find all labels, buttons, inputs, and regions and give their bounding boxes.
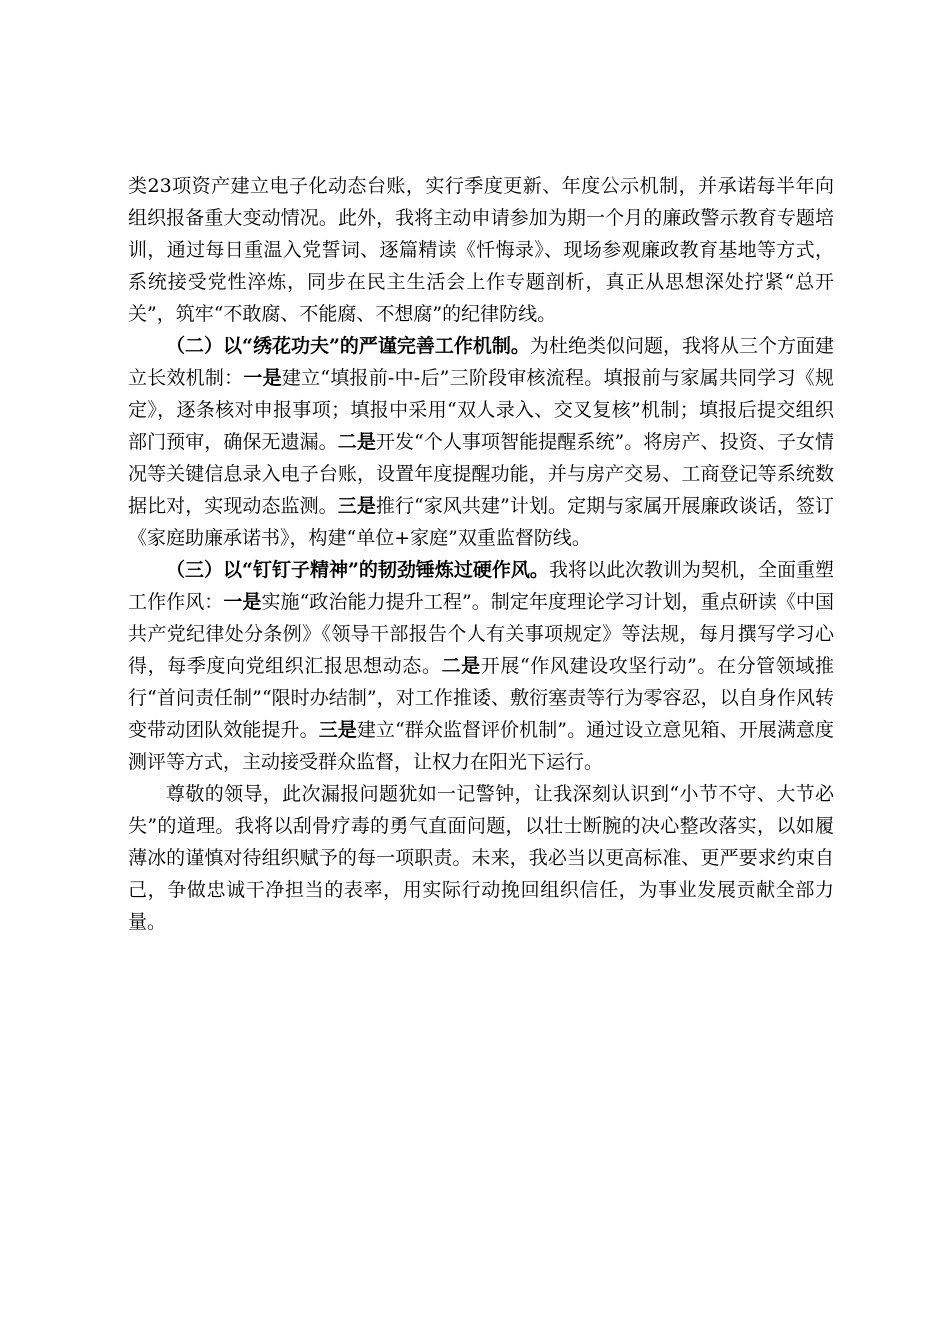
- paragraph-text: 建立“填报前-中-后”三阶段审核流程。填报前与家属共同学习《规定》，逐条核对申报事项；填报中采用“双人录入、交叉复核”机制；填报后提交组织部门预审，确保无遗漏。: [128, 367, 834, 453]
- list-marker-first: 一是: [243, 367, 282, 389]
- document-body: [128, 170, 834, 938]
- section-heading-2: （二）以“绣花功夫”的严谨完善工作机制。: [166, 335, 530, 357]
- paragraph-text: 开发“个人事项智能提醒系统”。将房产、投资、子女情况等关键信息录入电子台账，设置年度提醒功能，并与房产交易、工商登记等系统数据比对，实现动态监测。: [128, 431, 834, 517]
- paragraph-closing: [128, 778, 834, 938]
- paragraph-text: 我将以此次教训为契机，全面重塑工作作风：: [128, 559, 834, 613]
- section-heading-3: （三）以“钉钉子精神”的韧劲锤炼过硬作风。: [166, 559, 549, 581]
- paragraph-section-2: [128, 330, 834, 554]
- paragraph-text: 尊敬的领导，此次漏报问题犹如一记警钟，让我深刻认识到“小节不守、大节必失”的道理。我将以刮骨疗毒的勇气直面问题，以壮士断腕的决心整改落实，以如履薄冰的谨慎对待组织赋予的每一项职责。未来，我必当以更高标准、更严要求约束自己，争做忠诚干净担当的表率，用实际行动挽回组织信任，为事业发展贡献全部力量。: [128, 783, 834, 933]
- list-marker-third: 三是: [337, 495, 376, 517]
- paragraph-text: 为杜绝类似问题，我将从三个方面建立长效机制：: [128, 335, 834, 389]
- list-marker-first: 一是: [223, 591, 262, 613]
- paragraph-text: 建立“群众监督评价机制”。通过设立意见箱、开展满意度测评等方式，主动接受群众监督，让权力在阳光下运行。: [128, 719, 834, 773]
- paragraph-text: 开展“作风建设攻坚行动”。在分管领域推行“首问责任制”“限时办结制”，对工作推诿、敷衍塞责等行为零容忍，以自身作风转变带动团队效能提升。: [128, 655, 834, 741]
- paragraph-continuation: [128, 170, 834, 330]
- paragraph-text: 推行“家风共建”计划。定期与家属开展廉政谈话，签订《家庭助廉承诺书》，构建“单位+家庭”双重监督防线。: [128, 495, 834, 549]
- list-marker-second: 二是: [441, 655, 481, 677]
- list-marker-second: 二是: [337, 431, 376, 453]
- paragraph-section-3: [128, 554, 834, 778]
- paragraph-text: 实施“政治能力提升工程”。制定年度理论学习计划，重点研读《中国共产党纪律处分条例》《领导干部报告个人有关事项规定》等法规，每月撰写学习心得，每季度向党组织汇报思想动态。: [128, 591, 834, 677]
- list-marker-third: 三是: [318, 719, 357, 741]
- paragraph-text: 类23项资产建立电子化动态台账，实行季度更新、年度公示机制，并承诺每半年向组织报备重大变动情况。此外，我将主动申请参加为期一个月的廉政警示教育专题培训，通过每日重温入党誓词、逐篇精读《忏悔录》、现场参观廉政教育基地等方式，系统接受党性淬炼，同步在民主生活会上作专题剖析，真正从思想深处拧紧“总开关”，筑牢“不敢腐、不能腐、不想腐”的纪律防线。: [128, 175, 834, 325]
